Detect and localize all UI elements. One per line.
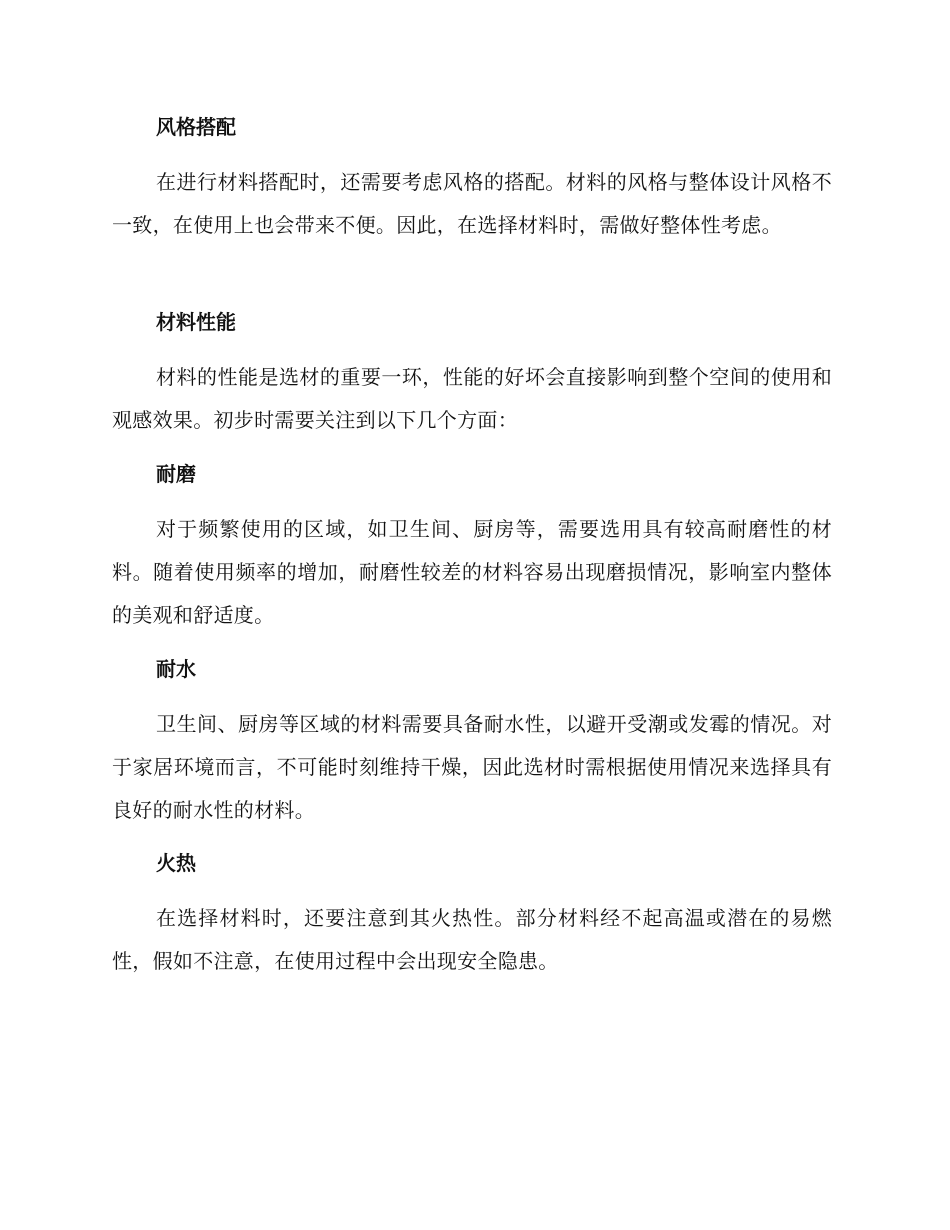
section-heading-material-performance: 材料性能: [156, 310, 236, 334]
section-paragraph-fire-heat: 在选择材料时，还要注意到其火热性。部分材料经不起高温或潜在的易燃性，假如不注意，在使用过程中会出现安全隐患。: [112, 906, 832, 973]
section-paragraph-material-performance: 材料的性能是选材的重要一环，性能的好坏会直接影响到整个空间的使用和观感效果。初步时需要关注到以下几个方面：: [112, 365, 832, 432]
section-heading-water-resistance: 耐水: [156, 657, 196, 681]
section-paragraph-water-resistance: 卫生间、厨房等区域的材料需要具备耐水性，以避开受潮或发霉的情况。对于家居环境而言，不可能时刻维持干燥，因此选材时需根据使用情况来选择具有良好的耐水性的材料。: [112, 712, 832, 822]
section-paragraph-wear-resistance: 对于频繁使用的区域，如卫生间、厨房等，需要选用具有较高耐磨性的材料。随着使用频率的增加，耐磨性较差的材料容易出现磨损情况，影响室内整体的美观和舒适度。: [112, 517, 832, 627]
section-heading-style-matching: 风格搭配: [156, 115, 236, 139]
section-paragraph-style-matching: 在进行材料搭配时，还需要考虑风格的搭配。材料的风格与整体设计风格不一致，在使用上也会带来不便。因此，在选择材料时，需做好整体性考虑。: [112, 170, 832, 237]
section-heading-fire-heat: 火热: [156, 851, 196, 875]
section-heading-wear-resistance: 耐磨: [156, 462, 196, 486]
